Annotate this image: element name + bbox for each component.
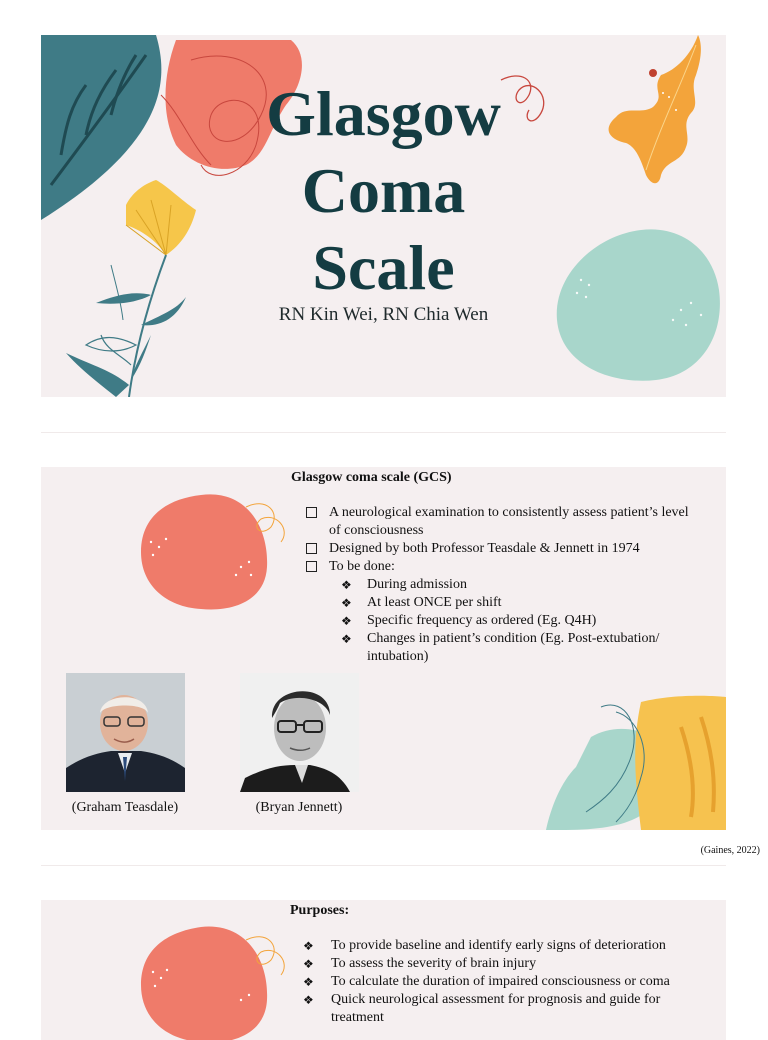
gcs-bullet <box>304 540 699 558</box>
gcs-sub-list <box>329 576 699 666</box>
jennett-caption: (Bryan Jennett) <box>255 800 343 815</box>
purpose-item <box>303 955 703 973</box>
diamond-bullet-icon: ❖ <box>341 596 352 610</box>
diamond-bullet-icon: ❖ <box>303 957 314 971</box>
bullet-text: To be done: <box>329 559 395 574</box>
gcs-sub-bullet <box>329 594 699 612</box>
purpose-item <box>303 937 703 955</box>
gcs-sub-bullet <box>329 576 699 594</box>
purpose-text: To calculate the duration of impaired consciousness or coma <box>331 974 670 989</box>
diamond-bullet-icon: ❖ <box>341 632 352 646</box>
purpose-text: To provide baseline and identify early signs of deterioration <box>331 938 666 953</box>
title-line-3: Scale <box>312 232 455 303</box>
slide-separator <box>41 432 726 433</box>
diamond-bullet-icon: ❖ <box>341 578 352 592</box>
purposes-slide <box>41 900 726 1040</box>
sub-bullet-text: At least ONCE per shift <box>367 595 502 610</box>
purposes-heading: Purposes: <box>290 903 350 918</box>
checkbox-bullet-icon <box>306 507 317 518</box>
title-slide <box>41 35 726 397</box>
slide-separator <box>41 865 726 866</box>
teasdale-caption: (Graham Teasdale) <box>71 800 179 815</box>
diamond-bullet-icon: ❖ <box>303 939 314 953</box>
bullet-text: A neurological examination to consistently assess patient’s level of consciousness <box>329 505 689 538</box>
purpose-item <box>303 991 703 1027</box>
gcs-sub-bullet <box>329 612 699 630</box>
purposes-list <box>303 937 703 1027</box>
checkbox-bullet-icon <box>306 543 317 554</box>
sub-bullet-text: Changes in patient’s condition (Eg. Post-extubation/ intubation) <box>367 631 660 664</box>
gcs-heading: Glasgow coma scale (GCS) <box>291 470 452 485</box>
purpose-text: To assess the severity of brain injury <box>331 956 537 971</box>
title-line-1: Glasgow <box>266 78 501 149</box>
sub-bullet-text: Specific frequency as ordered (Eg. Q4H) <box>367 613 597 628</box>
diamond-bullet-icon: ❖ <box>303 975 314 989</box>
title-line-2: Coma <box>301 155 466 226</box>
diamond-bullet-icon: ❖ <box>341 614 352 628</box>
teasdale-photo <box>66 673 185 792</box>
citation: (Gaines, 2022) <box>700 845 760 856</box>
diamond-bullet-icon: ❖ <box>303 993 314 1007</box>
gcs-overview-slide <box>41 467 726 830</box>
presentation-title <box>41 75 726 306</box>
checkbox-bullet-icon <box>306 561 317 572</box>
gcs-bullet <box>304 558 699 666</box>
purpose-text: Quick neurological assessment for prognosis and guide for treatment <box>331 992 661 1025</box>
bullet-text: Designed by both Professor Teasdale & Jennett in 1974 <box>329 541 640 556</box>
authors: RN Kin Wei, RN Chia Wen <box>278 304 489 325</box>
jennett-photo <box>240 673 359 792</box>
sub-bullet-text: During admission <box>367 577 467 592</box>
gcs-bullet-list <box>304 504 699 666</box>
purpose-item <box>303 973 703 991</box>
gcs-bullet <box>304 504 699 540</box>
gcs-sub-bullet <box>329 630 699 666</box>
